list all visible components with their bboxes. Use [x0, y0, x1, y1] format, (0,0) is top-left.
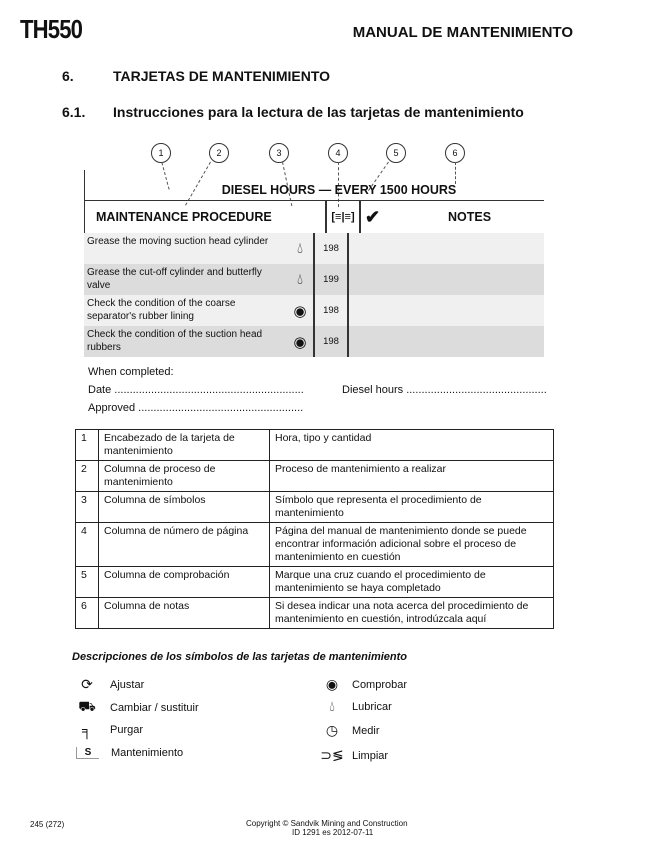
symbol-label: Mantenimiento — [111, 747, 184, 759]
legend-name: Columna de comprobación — [99, 567, 270, 598]
legend-row — [76, 430, 554, 461]
symbol-label: Purgar — [110, 724, 144, 736]
replace-icon: ⛟ — [78, 698, 96, 714]
callout-3: 3 — [269, 143, 289, 163]
col-notes: NOTES — [447, 210, 492, 224]
legend-number: 6 — [76, 598, 99, 629]
symbol-adjust — [76, 676, 144, 693]
callout-legend-table — [75, 429, 554, 629]
symbol-lubricate — [318, 698, 392, 715]
legend-number: 2 — [76, 461, 99, 492]
page-number: 198 — [313, 295, 349, 326]
symbol-label: Limpiar — [352, 749, 389, 762]
page-number: 198 — [313, 233, 349, 264]
legend-desc: Si desea indicar una nota acerca del procedimiento de mantenimiento en cuestión, introdúzcala aquí — [270, 598, 554, 629]
callout-1: 1 — [151, 143, 171, 163]
procedure-text: Check the condition of the coarse separator's rubber lining — [87, 298, 236, 322]
procedure-text: Check the condition of the suction head rubbers — [87, 329, 263, 353]
purge-icon: ╕ — [82, 722, 92, 738]
callout-5: 5 — [386, 143, 406, 163]
callout-2: 2 — [209, 143, 229, 163]
legend-row — [76, 523, 554, 567]
symbol-purge — [76, 722, 143, 738]
legend-row — [76, 598, 554, 629]
book-icon: [≡|≡] — [325, 201, 361, 233]
notes-cell — [349, 233, 544, 264]
callout-6: 6 — [445, 143, 465, 163]
notes-cell — [349, 326, 544, 357]
gauge-icon: ◷ — [325, 722, 339, 738]
symbol-clean — [318, 747, 388, 764]
eye-icon: ◉ — [293, 333, 307, 351]
maintenance-s-icon: S — [76, 747, 99, 759]
symbol-label: Medir — [352, 724, 380, 737]
symbols-heading: Descripciones de los símbolos de las tarjetas de mantenimiento — [72, 651, 407, 663]
date-line: Date .............................................................. — [88, 384, 304, 396]
legend-number: 5 — [76, 567, 99, 598]
col-procedure: MAINTENANCE PROCEDURE — [96, 210, 272, 224]
legend-row — [76, 492, 554, 523]
page-number: 199 — [313, 264, 349, 295]
symbol-maintenance — [76, 747, 183, 759]
legend-name: Columna de número de página — [99, 523, 270, 567]
symbol-label: Lubricar — [352, 700, 392, 713]
symbol-label: Cambiar / sustituir — [110, 701, 199, 714]
diesel-hours-line: Diesel hours .............................................. — [342, 384, 547, 396]
maintenance-card-example — [84, 180, 544, 357]
spray-icon: ⊃≶ — [320, 747, 344, 763]
drop-icon: 💧︎ — [296, 271, 303, 288]
legend-desc: Hora, tipo y cantidad — [270, 430, 554, 461]
notes-cell — [349, 264, 544, 295]
eye-icon: ◉ — [293, 302, 307, 320]
checkmark-icon: ✔ — [365, 206, 381, 227]
procedure-text: Grease the cut-off cylinder and butterfly valve — [87, 267, 262, 291]
document-id: ID 1291 es 2012-07-11 — [292, 828, 374, 837]
card-row — [84, 295, 544, 326]
legend-desc: Página del manual de mantenimiento donde se puede encontrar información adicional sobre el proceso de mantenimiento en cuestión — [270, 523, 554, 567]
eye-icon: ◉ — [325, 676, 339, 692]
subsection-title: Instrucciones para la lectura de las tarjetas de mantenimiento — [113, 104, 524, 120]
page-number: 198 — [313, 326, 349, 357]
page-number-footer: 245 (272) — [30, 820, 65, 829]
card-row — [84, 264, 544, 295]
adjust-icon: ⟳ — [81, 676, 93, 692]
symbol-check — [318, 676, 407, 693]
approved-line: Approved ...................................................... — [88, 402, 304, 414]
symbol-label: Comprobar — [352, 678, 408, 691]
procedure-text: Grease the moving suction head cylinder — [87, 236, 269, 247]
legend-name: Columna de proceso de mantenimiento — [99, 461, 270, 492]
subsection-heading — [62, 104, 524, 120]
card-header-row — [84, 200, 544, 233]
legend-desc: Símbolo que representa el procedimiento de mantenimiento — [270, 492, 554, 523]
card-row — [84, 233, 544, 264]
legend-name: Encabezado de la tarjeta de mantenimiento — [99, 430, 270, 461]
header-title: MANUAL DE MANTENIMIENTO — [352, 24, 573, 41]
legend-number: 4 — [76, 523, 99, 567]
card-title: DIESEL HOURS — EVERY 1500 HOURS — [221, 183, 457, 197]
subsection-number: 6.1. — [62, 104, 86, 120]
legend-number: 1 — [76, 430, 99, 461]
legend-desc: Marque una cruz cuando el procedimiento de mantenimiento se haya completado — [270, 567, 554, 598]
card-row — [84, 326, 544, 357]
legend-desc: Proceso de mantenimiento a realizar — [270, 461, 554, 492]
notes-cell — [349, 295, 544, 326]
card-rows — [84, 233, 544, 357]
symbol-replace — [76, 698, 199, 717]
legend-row — [76, 461, 554, 492]
section-heading — [62, 68, 330, 84]
legend-number: 3 — [76, 492, 99, 523]
legend-name: Columna de notas — [99, 598, 270, 629]
copyright: Copyright © Sandvik Mining and Construction — [246, 819, 408, 828]
callout-4: 4 — [328, 143, 348, 163]
logo: TH550 — [20, 14, 83, 44]
legend-name: Columna de símbolos — [99, 492, 270, 523]
section-title: TARJETAS DE MANTENIMIENTO — [113, 68, 331, 84]
symbol-measure — [318, 722, 380, 739]
drop-icon: 💧︎ — [296, 240, 303, 257]
completion-label: When completed: — [88, 366, 174, 378]
section-number: 6. — [62, 68, 74, 84]
legend-row — [76, 567, 554, 598]
symbol-label: Ajustar — [110, 678, 145, 691]
drop-icon: 💧︎ — [329, 698, 335, 714]
